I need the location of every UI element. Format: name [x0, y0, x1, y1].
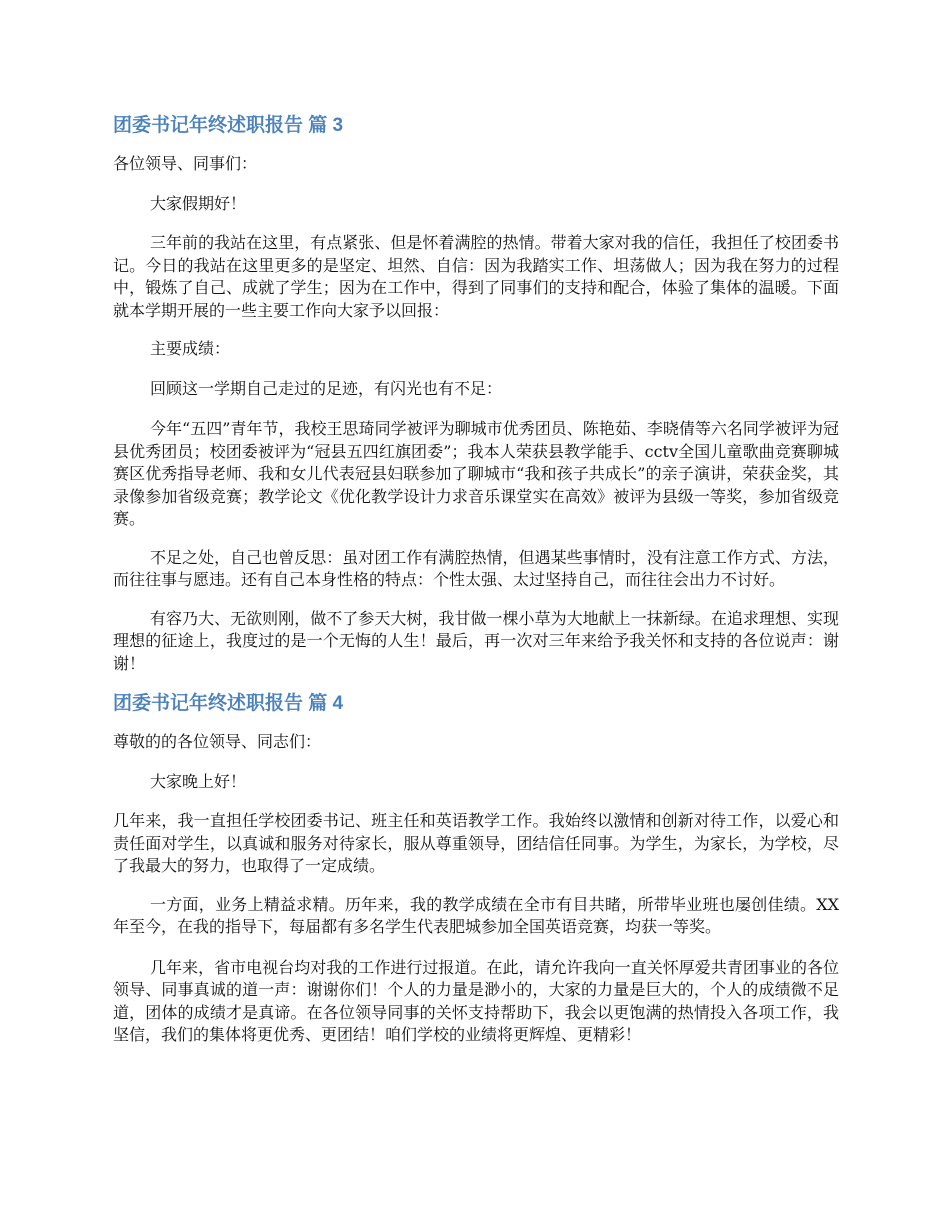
- section-3-paragraph: 有容乃大、无欲则刚，做不了参天大树，我甘做一棵小草为大地献上一抹新绿。在追求理想、实现理想的征途上，我度过的是一个无悔的人生！最后，再一次对三年来给予我关怀和支持的各位说声：谢谢！: [113, 608, 839, 673]
- section-3-paragraph: 不足之处，自己也曾反思：虽对团工作有满腔热情，但遇某些事情时，没有注意工作方式、方法，而往往事与愿违。还有自己本身性格的特点：个性太强、太过坚持自己，而往往会出力不讨好。: [113, 547, 839, 589]
- section-4-salutation: 尊敬的的各位领导、同志们：: [113, 732, 322, 751]
- section-3-greeting: 大家假期好！: [150, 193, 247, 213]
- section-3-paragraph: 回顾这一学期自己走过的足迹，有闪光也有不足：: [150, 378, 503, 398]
- section-4-paragraph: 几年来，我一直担任学校团委书记、班主任和英语教学工作。我始终以激情和创新对待工作，以爱心和责任面对学生，以真诚和服务对待家长，服从尊重领导，团结信任同事。为学生，为家长，为学校，尽了我最大的努力，也取得了一定成绩。: [113, 811, 839, 875]
- section-4-paragraph: 几年来，省市电视台均对我的工作进行过报道。在此，请允许我向一直关怀厚爱共青团事业的各位领导、同事真诚的道一声：谢谢你们！个人的力量是渺小的，大家的力量是巨大的，个人的成绩微不足道，团体的成绩才是真谛。在各位领导同事的关怀支持帮助下，我会以更饱满的热情投入各项工作，我坚信，我们的集体将更优秀、更团结！咱们学校的业绩将更辉煌、更精彩！: [113, 957, 839, 1044]
- section-4-greeting: 大家晚上好！: [150, 771, 247, 791]
- section-3-title: 团委书记年终述职报告 篇 3: [113, 115, 344, 136]
- section-4-paragraph: 一方面，业务上精益求精。历年来，我的教学成绩在全市有目共睹，所带毕业班也屡创佳绩。XX年至今，在我的指导下，每届都有多名学生代表肥城参加全国英语竞赛，均获一等奖。: [113, 894, 839, 936]
- section-3-paragraph: 主要成绩：: [150, 339, 231, 358]
- section-3-paragraph: 三年前的我站在这里，有点紧张、但是怀着满腔的热情。带着大家对我的信任，我担任了校团委书记。今日的我站在这里更多的是坚定、坦然、自信：因为我踏实工作、坦荡做人；因为我在努力的过程中，锻炼了自己、成就了学生；因为在工作中，得到了同事们的支持和配合，体验了集体的温暖。下面就本学期开展的一些主要工作向大家予以回报：: [113, 233, 839, 320]
- section-4-title: 团委书记年终述职报告 篇 4: [113, 693, 344, 714]
- section-3-salutation: 各位领导、同事们：: [113, 154, 258, 173]
- section-3-paragraph: 今年“五四”青年节，我校王思琦同学被评为聊城市优秀团员、陈艳茹、李晓倩等六名同学被评为冠县优秀团员；校团委被评为“冠县五四红旗团委”；我本人荣获县教学能手、cctv全国儿童歌曲竞赛聊城赛区优秀指导老师、我和女儿代表冠县妇联参加了聊城市“我和孩子共成长”的亲子演讲，荣获金奖，其录像参加省级竞赛；教学论文《优化教学设计力求音乐课堂实在高效》被评为县级一等奖，参加省级竞赛。: [113, 419, 839, 528]
- document-content: [113, 113, 839, 1047]
